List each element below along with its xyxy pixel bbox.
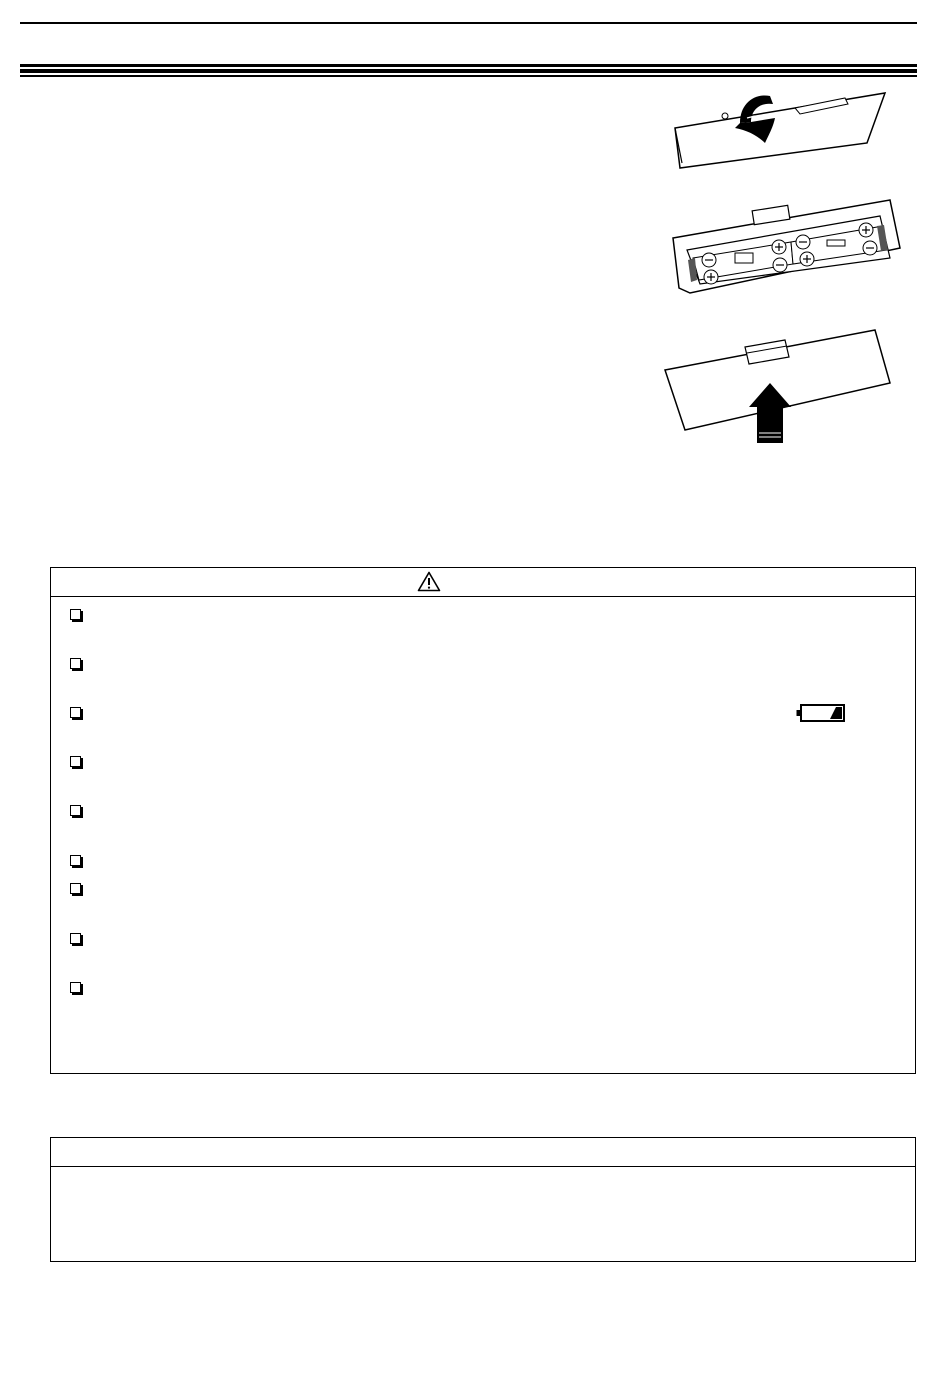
- battery-compartment-icon: [655, 198, 905, 298]
- header-rule: [20, 22, 917, 24]
- cover-close-arrow-icon: [655, 325, 900, 445]
- caution-item-checkbox: [70, 933, 81, 944]
- caution-item-checkbox: [70, 855, 81, 866]
- cover-open-arrow-icon: [655, 88, 900, 178]
- caution-item-checkbox: [70, 609, 81, 620]
- caution-item-checkbox: [70, 658, 81, 669]
- note-box: [50, 1137, 916, 1262]
- caution-item-checkbox: [70, 805, 81, 816]
- low-battery-icon: [796, 703, 846, 723]
- caution-item-checkbox: [70, 982, 81, 993]
- caution-item-checkbox: [70, 756, 81, 767]
- caution-box: [50, 567, 916, 1074]
- section-rule-top: [20, 64, 917, 67]
- section-rule-middle: [20, 69, 917, 73]
- warning-triangle-icon: [417, 571, 441, 592]
- note-header: [51, 1138, 915, 1167]
- caution-item-checkbox: [70, 883, 81, 894]
- section-rule-bottom: [20, 75, 917, 77]
- caution-item-checkbox: [70, 707, 81, 718]
- caution-header: [51, 568, 915, 597]
